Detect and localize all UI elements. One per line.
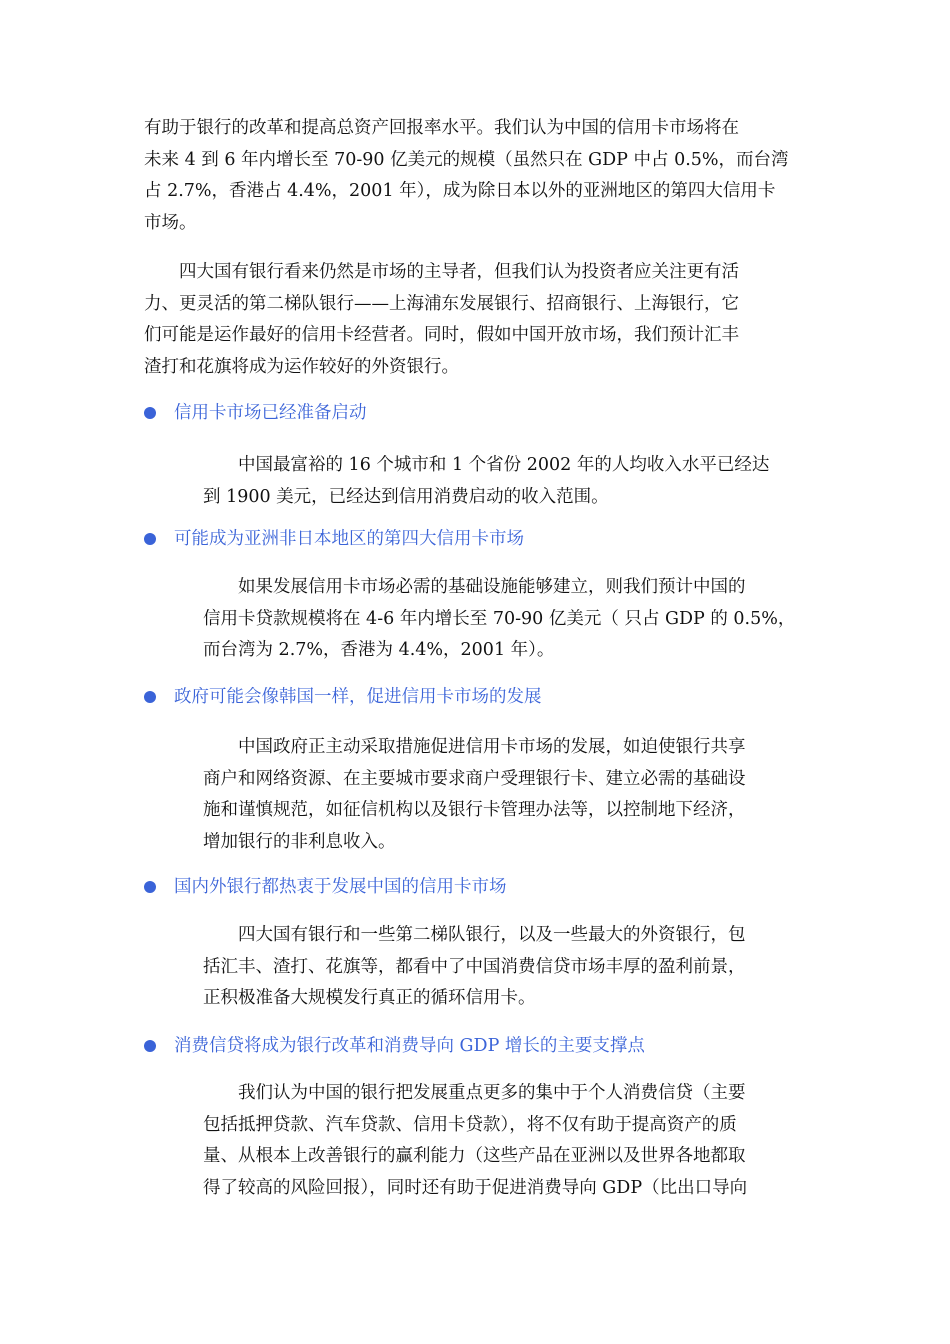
text-line: 增加银行的非利息收入。 — [203, 831, 396, 852]
text-line: 们可能是运作最好的信用卡经营者。同时，假如中国开放市场，我们预计汇丰 — [144, 325, 739, 345]
section-body — [203, 732, 808, 858]
text-line: 占 2.7%，香港占 4.4%，2001 年），成为除日本以外的亚洲地区的第四大信用卡 — [144, 181, 776, 201]
bullet-icon — [144, 533, 156, 545]
bullet-icon — [144, 1040, 156, 1052]
section-heading-text: 国内外银行都热衷于发展中国的信用卡市场 — [174, 877, 507, 897]
text-line: 中国最富裕的 16 个城市和 1 个省份 2002 年的人均收入水平已经达 — [203, 455, 770, 475]
text-line: 我们认为中国的银行把发展重点更多的集中于个人消费信贷（主要 — [203, 1083, 746, 1103]
section-heading-text: 信用卡市场已经准备启动 — [174, 403, 367, 423]
text-line: 力、更灵活的第二梯队银行——上海浦东发展银行、招商银行、上海银行，它 — [144, 293, 739, 314]
body-paragraph — [144, 257, 808, 383]
text-line: 施和谨慎规范，如征信机构以及银行卡管理办法等，以控制地下经济， — [203, 800, 746, 820]
bullet-icon — [144, 407, 156, 419]
text-line: 到 1900 美元，已经达到信用消费启动的收入范围。 — [203, 486, 609, 507]
text-line: 有助于银行的改革和提高总资产回报率水平。我们认为中国的信用卡市场将在 — [144, 118, 739, 138]
text-line: 四大国有银行和一些第二梯队银行，以及一些最大的外资银行，包 — [203, 925, 746, 945]
section-body — [203, 450, 808, 513]
section-body — [203, 572, 808, 667]
section-body — [203, 1078, 808, 1204]
text-line: 而台湾为 2.7%，香港为 4.4%，2001 年）。 — [203, 640, 555, 660]
text-line: 四大国有银行看来仍然是市场的主导者，但我们认为投资者应关注更有活 — [144, 262, 739, 282]
text-line: 包括抵押贷款、汽车贷款、信用卡贷款），将不仅有助于提高资产的质 — [203, 1114, 737, 1135]
body-paragraph — [144, 113, 808, 239]
text-line: 市场。 — [144, 212, 197, 233]
bullet-icon — [144, 691, 156, 703]
text-line: 商户和网络资源、在主要城市要求商户受理银行卡、建立必需的基础设 — [203, 768, 746, 789]
text-line: 量、从根本上改善银行的赢利能力（这些产品在亚洲以及世界各地都取 — [203, 1146, 746, 1166]
text-line: 中国政府正主动采取措施促进信用卡市场的发展，如迫使银行共享 — [203, 737, 746, 757]
text-line: 得了较高的风险回报），同时还有助于促进消费导向 GDP（比出口导向 — [203, 1177, 748, 1198]
text-line: 渣打和花旗将成为运作较好的外资银行。 — [144, 356, 459, 377]
text-line: 括汇丰、渣打、花旗等，都看中了中国消费信贷市场丰厚的盈利前景， — [203, 956, 746, 977]
section-heading-text: 政府可能会像韩国一样，促进信用卡市场的发展 — [174, 687, 542, 707]
section-body — [203, 920, 808, 1015]
text-line: 信用卡贷款规模将在 4-6 年内增长至 70-90 亿美元（ 只占 GDP 的 0.5%， — [203, 608, 796, 629]
section-heading-text: 消费信贷将成为银行改革和消费导向 GDP 增长的主要支撑点 — [174, 1036, 645, 1056]
text-line: 如果发展信用卡市场必需的基础设施能够建立，则我们预计中国的 — [203, 577, 746, 597]
text-line: 正积极准备大规模发行真正的循环信用卡。 — [203, 988, 536, 1008]
bullet-icon — [144, 881, 156, 893]
section-heading-text: 可能成为亚洲非日本地区的第四大信用卡市场 — [174, 529, 524, 549]
text-line: 未来 4 到 6 年内增长至 70-90 亿美元的规模（虽然只在 GDP 中占 0.5%，而台湾 — [144, 149, 789, 170]
